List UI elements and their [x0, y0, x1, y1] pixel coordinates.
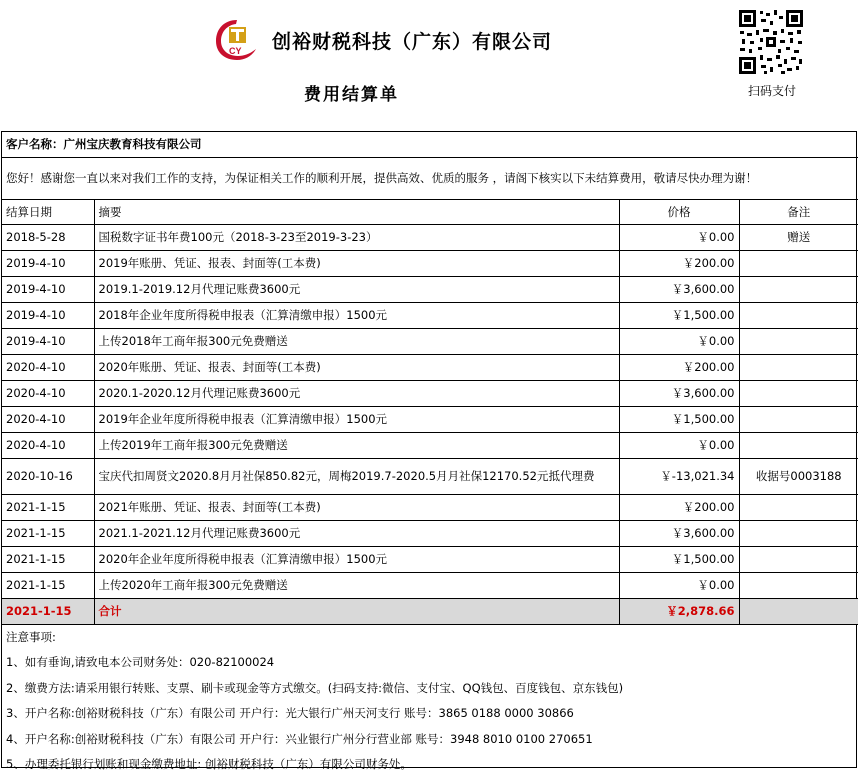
- table-row: [2, 572, 858, 598]
- row-date: 2019-4-10: [2, 276, 94, 302]
- total-remark: [739, 598, 858, 624]
- customer-name: 广州宝庆教育科技有限公司: [63, 137, 202, 152]
- row-summary: 2018年企业年度所得税申报表（汇算清缴申报）1500元: [94, 302, 619, 328]
- row-summary: 2020年账册、凭证、报表、封面等(工本费): [94, 354, 619, 380]
- greeting-text: 您好！感谢您一直以来对我们工作的支持，为保证相关工作的顺利开展，提供高效、优质的服务 ，请阁下核实以下未结算费用，敬请尽快办理为谢！: [2, 157, 858, 199]
- row-date: 2020-4-10: [2, 380, 94, 406]
- row-summary: 上传2019年工商年报300元免费赠送: [94, 432, 619, 458]
- notes-section: [2, 625, 856, 778]
- row-remark: [739, 250, 858, 276]
- table-row: [2, 224, 858, 250]
- total-row: [2, 598, 858, 624]
- row-date: 2018-5-28: [2, 224, 94, 250]
- row-remark: [739, 328, 858, 354]
- row-date: 2021-1-15: [2, 494, 94, 520]
- row-summary: 上传2020年工商年报300元免费赠送: [94, 572, 619, 598]
- row-price: ￥0.00: [619, 328, 739, 354]
- table-row: [2, 520, 858, 546]
- note-item: 3、开户名称:创裕财税科技（广东）有限公司 开户行：光大银行广州天河支行 账号：3865 0188 0000 30866: [6, 706, 574, 720]
- row-price: ￥0.00: [619, 572, 739, 598]
- row-remark: [739, 432, 858, 458]
- statement-box: [1, 131, 857, 771]
- row-price: ￥1,500.00: [619, 406, 739, 432]
- table-row: [2, 276, 858, 302]
- table-row: [2, 328, 858, 354]
- table-row: [2, 432, 858, 458]
- row-price: ￥200.00: [619, 250, 739, 276]
- document-title: 费用结算单: [304, 85, 399, 105]
- row-summary: 上传2018年工商年报300元免费赠送: [94, 328, 619, 354]
- row-price: ￥0.00: [619, 224, 739, 250]
- note-item: 4、开户名称:创裕财税科技（广东）有限公司 开户行：兴业银行广州分行营业部 账号：3948 8010 0100 270651: [6, 731, 593, 746]
- row-date: 2021-1-15: [2, 546, 94, 572]
- qr-label: 扫码支付: [748, 84, 797, 98]
- row-date: 2019-4-10: [2, 302, 94, 328]
- row-date: 2019-4-10: [2, 328, 94, 354]
- logo-text: CY: [229, 46, 242, 56]
- row-price: ￥3,600.00: [619, 520, 739, 546]
- row-date: 2020-10-16: [2, 458, 94, 494]
- row-summary: 2020.1-2020.12月代理记账费3600元: [94, 380, 619, 406]
- notes-heading: 注意事项:: [6, 629, 56, 644]
- customer-cell: [2, 132, 858, 157]
- table-row: [2, 458, 858, 494]
- total-label: 合计: [94, 598, 619, 624]
- payment-qr-code-icon[interactable]: [736, 7, 806, 77]
- customer-label: 客户名称：: [6, 137, 64, 152]
- table-row: [2, 494, 858, 520]
- header-price: 价格: [619, 199, 739, 224]
- row-date: 2020-4-10: [2, 406, 94, 432]
- row-price: ￥3,600.00: [619, 276, 739, 302]
- row-price: ￥200.00: [619, 354, 739, 380]
- row-price: ￥-13,021.34: [619, 458, 739, 494]
- company-logo-icon: [214, 18, 260, 62]
- row-remark: [739, 276, 858, 302]
- table-row: [2, 406, 858, 432]
- row-date: 2020-4-10: [2, 432, 94, 458]
- company-name: 创裕财税科技（广东）有限公司: [272, 31, 553, 53]
- row-summary: 宝庆代扣周贤文2020.8月月社保850.82元，周梅2019.7-2020.5月月社保12170.52元抵代理费: [94, 458, 619, 494]
- row-remark: [739, 546, 858, 572]
- row-date: 2019-4-10: [2, 250, 94, 276]
- row-price: ￥200.00: [619, 494, 739, 520]
- table-header-row: [2, 199, 858, 224]
- note-item: 2、缴费方法:请采用银行转账、支票、刷卡或现金等方式缴交。(扫码支持:微信、支付宝、QQ钱包、百度钱包、京东钱包): [6, 680, 624, 695]
- row-remark: [739, 494, 858, 520]
- table-row: [2, 354, 858, 380]
- row-summary: 2020年企业年度所得税申报表（汇算清缴申报）1500元: [94, 546, 619, 572]
- table-row: [2, 250, 858, 276]
- row-summary: 2021.1-2021.12月代理记账费3600元: [94, 520, 619, 546]
- table-row: [2, 380, 858, 406]
- note-item: 1、如有垂询,请致电本公司财务处：020-82100024: [6, 655, 275, 669]
- row-remark: [739, 302, 858, 328]
- row-date: 2021-1-15: [2, 572, 94, 598]
- row-date: 2021-1-15: [2, 520, 94, 546]
- row-price: ￥1,500.00: [619, 302, 739, 328]
- table-row: [2, 546, 858, 572]
- customer-row: [2, 132, 858, 157]
- document-header: [0, 0, 859, 130]
- row-remark: [739, 380, 858, 406]
- table-row: [2, 302, 858, 328]
- header-summary: 摘要: [94, 199, 619, 224]
- row-remark: [739, 520, 858, 546]
- row-remark: 赠送: [739, 224, 858, 250]
- row-remark: [739, 572, 858, 598]
- row-remark: [739, 406, 858, 432]
- row-summary: 2019年账册、凭证、报表、封面等(工本费): [94, 250, 619, 276]
- greeting-row: [2, 157, 858, 199]
- total-price: ￥2,878.66: [619, 598, 739, 624]
- row-price: ￥1,500.00: [619, 546, 739, 572]
- row-summary: 国税数字证书年费100元（2018-3-23至2019-3-23）: [94, 224, 619, 250]
- header-date: 结算日期: [2, 199, 94, 224]
- row-date: 2020-4-10: [2, 354, 94, 380]
- row-summary: 2019.1-2019.12月代理记账费3600元: [94, 276, 619, 302]
- row-summary: 2021年账册、凭证、报表、封面等(工本费): [94, 494, 619, 520]
- total-date: 2021-1-15: [2, 598, 94, 624]
- row-price: ￥0.00: [619, 432, 739, 458]
- row-price: ￥3,600.00: [619, 380, 739, 406]
- row-remark: [739, 354, 858, 380]
- row-remark: 收据号0003188: [739, 458, 858, 494]
- header-remark: 备注: [739, 199, 858, 224]
- statement-table: [2, 132, 858, 625]
- note-item: 5、办理委托银行划账和现金缴费地址: 创裕财税科技（广东）有限公司财务处。: [6, 757, 412, 771]
- row-summary: 2019年企业年度所得税申报表（汇算清缴申报）1500元: [94, 406, 619, 432]
